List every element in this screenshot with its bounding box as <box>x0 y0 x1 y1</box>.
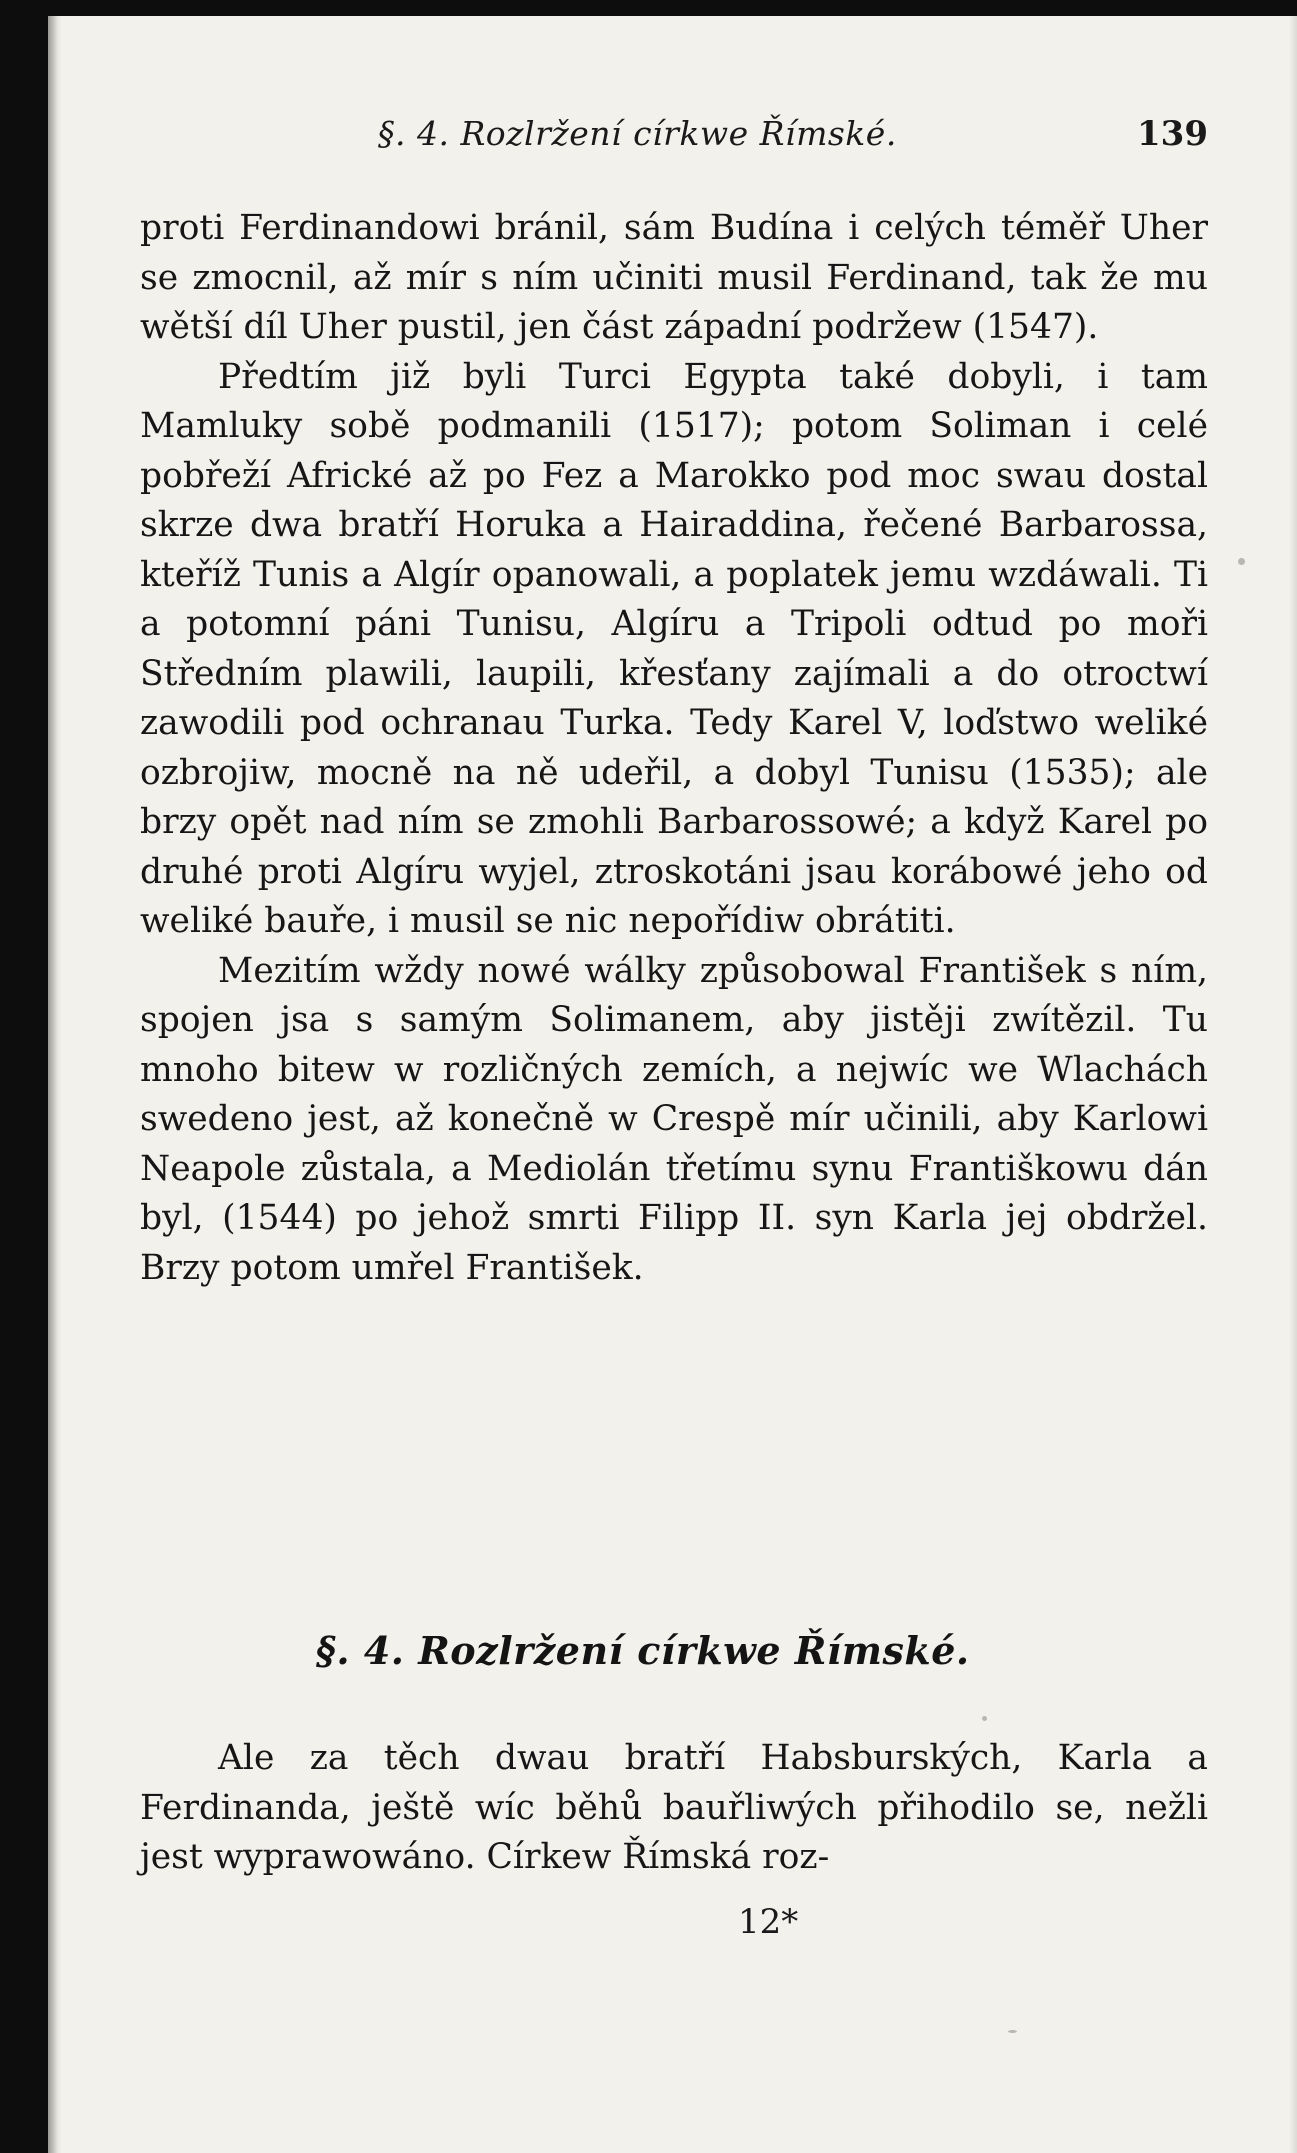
paragraph: proti Ferdinandowi bránil, sám Budína i celých téměř Uher se zmocnil, až mír s ním učiniti musil Ferdinand, tak že mu wětší díl Uher pustil, jen část západní podržew (1547). <box>140 208 1208 347</box>
running-head: §. 4. Rozlržení církwe Římské. <box>378 114 897 153</box>
page-header <box>378 114 1208 164</box>
page-gutter-shadow <box>48 16 62 2153</box>
paper-speck <box>1238 558 1245 565</box>
page-edge <box>1289 16 1297 2153</box>
book-page <box>48 16 1297 2153</box>
section-body <box>140 1734 1208 1883</box>
paragraph: Předtím již byli Turci Egypta také dobyli, i tam Mamluky sobě podmanili (1517); potom Soliman i celé pobřeží Africké až po Fez a Marokko pod moc swau dostal skrze dwa bratří Horuka a Hairaddina, řečené Barbarossa, kteříž Tunis a Algír opanowali, a poplatek jemu wzdáwali. Ti a potomní páni Tunisu, Algíru a Tripoli odtud po moři Středním plawili, laupili, křesťany zajímali a do otroctwí zawodili pod ochranau Turka. Tedy Karel V, loďstwo weliké ozbrojiw, mocně na ně udeřil, a dobyl Tunisu (1535); ale brzy opět nad ním se zmohli Barbarossowé; a když Karel po druhé proti Algíru wyjel, ztroskotáni jsau korábowé jeho od weliké bauře, i musil se nic nepořídiw obrátiti. <box>140 356 1208 941</box>
page-number: 139 <box>1137 114 1208 154</box>
paper-speck <box>1008 2030 1017 2033</box>
paragraph: Mezitím wždy nowé wálky způsobowal František s ním, spojen jsa s samým Solimanem, aby jistěji zwítězil. Tu mnoho bitew w rozličných zemích, a nejwíc we Wlachách swedeno jest, až konečně w Crespě mír učinili, aby Karlowi Neapole zůstala, a Mediolán třetímu synu Františkowu dán byl, (1544) po jehož smrti Filipp II. syn Karla jej obdržel. Brzy potom umřel František. <box>140 950 1208 1288</box>
body-text <box>140 204 1208 1293</box>
signature-mark: 12* <box>738 1902 799 1942</box>
section-heading: §. 4. Rozlržení církwe Římské. <box>316 1628 970 1673</box>
paragraph: Ale za těch dwau bratří Habsburských, Karla a Ferdinanda, ještě wíc běhů bauřliwých přihodilo se, nežli jest wyprawowáno. Církew Římská roz- <box>140 1738 1208 1877</box>
paper-speck <box>982 1716 987 1721</box>
